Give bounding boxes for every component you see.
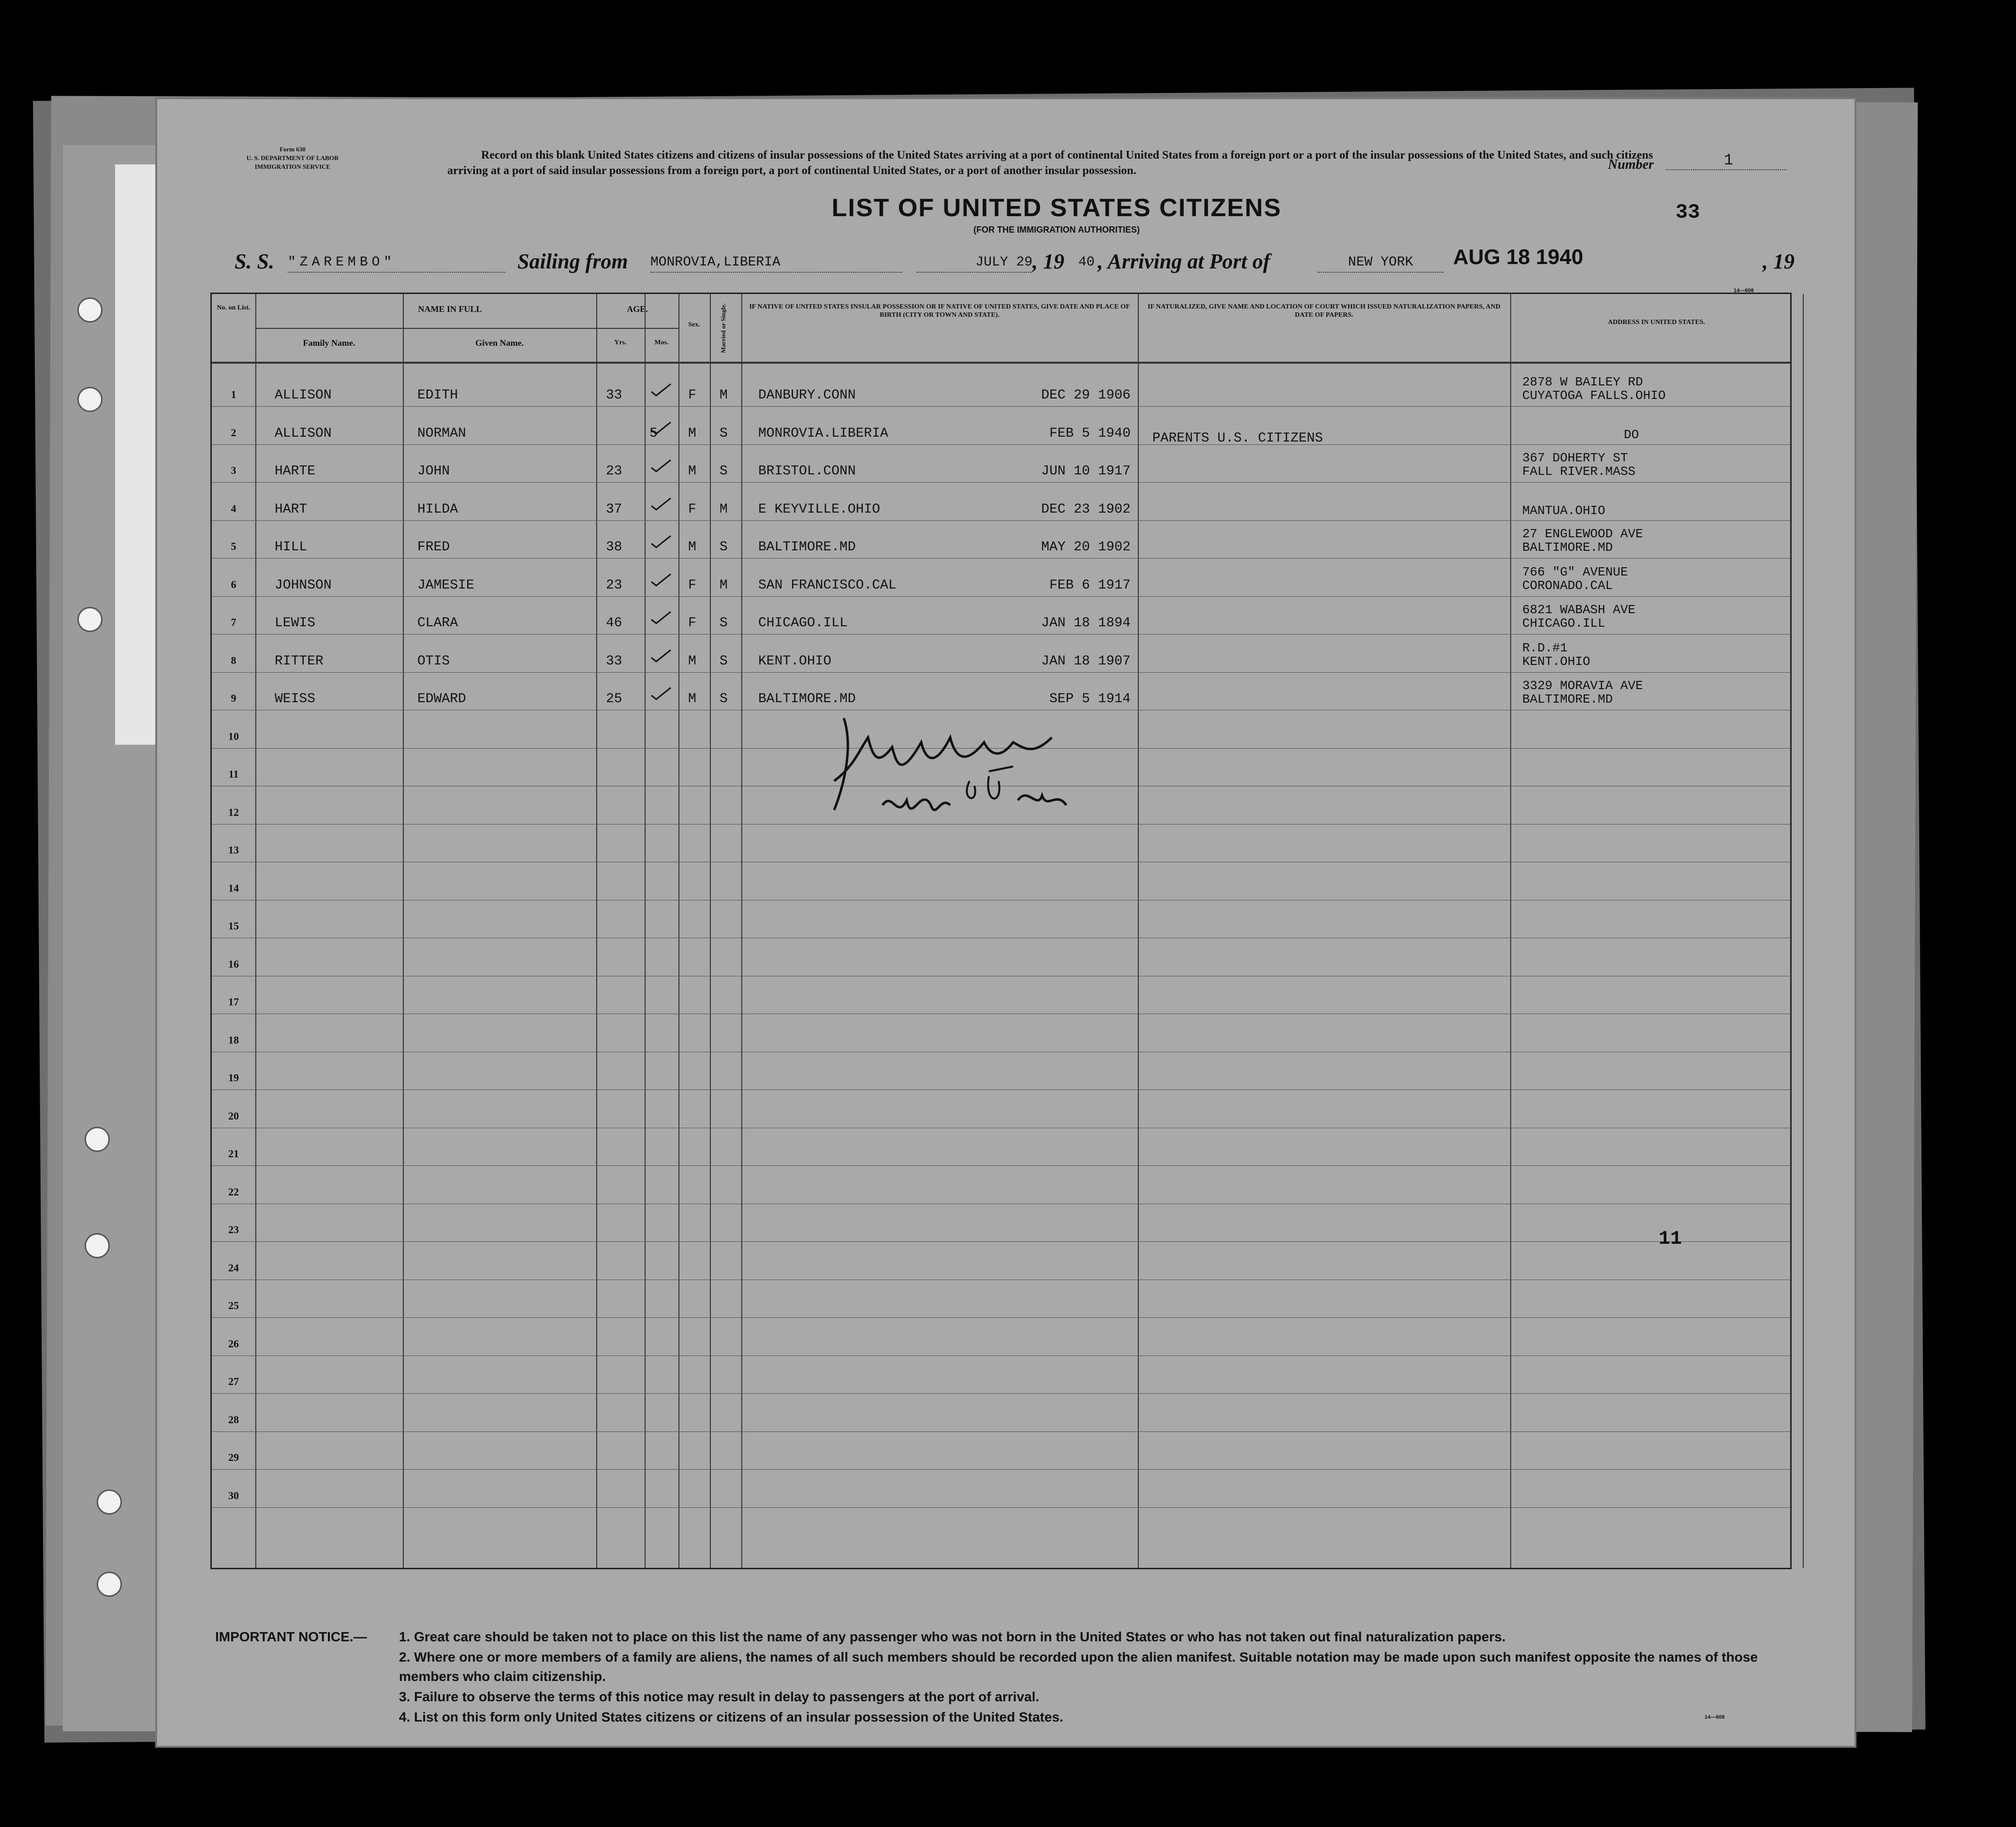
row-number: 5 [231, 540, 236, 552]
sailing-from: MONROVIA,LIBERIA [650, 255, 902, 273]
header-mos: Mos. [654, 339, 669, 346]
row-number: 23 [228, 1223, 239, 1236]
form-number: Form 630 [280, 146, 306, 153]
row-number: 16 [228, 958, 239, 970]
birth-date: FEB 5 1940 [1049, 426, 1131, 441]
given-name: JOHN [417, 464, 450, 479]
header-sex: Sex. [688, 321, 700, 328]
record-instructions: Record on this blank United States citizens and citizens of insular possessions of the United States arriving at a port of continental United States from a foreign port or a port of the insular possessions of the United States, and such citizens arriving at a port of said insular possessions from a foreign port, a port of continental United States, or a port of another insular possession. [447, 149, 1653, 177]
birth-date: SEP 5 1914 [1049, 692, 1131, 707]
address-line-2: CUYATOGA FALLS.OHIO [1522, 388, 1666, 403]
sex: F [688, 501, 696, 517]
year-end: , 19 [1763, 250, 1795, 273]
age-years: 23 [606, 577, 622, 593]
address-line-1: 2878 W BAILEY RD [1522, 375, 1643, 389]
year-suffix: 40 [1078, 255, 1095, 270]
ship-name: "ZAREMBO" [288, 255, 505, 273]
row-number: 30 [228, 1489, 239, 1502]
form-identifier [215, 145, 370, 171]
birth-place: CHICAGO.ILL [758, 616, 848, 631]
naturalization-info: PARENTS U.S. CITIZENS [1152, 430, 1323, 446]
ss-label: S. S. [235, 250, 274, 273]
check-mark-icon [649, 534, 672, 548]
row-number: 6 [231, 578, 236, 590]
row-number: 9 [231, 692, 236, 704]
given-name: EDWARD [417, 692, 466, 707]
header-name-in-full: NAME IN FULL [418, 304, 482, 314]
header-address: ADDRESS IN UNITED STATES. [1608, 319, 1705, 326]
punch-hole [85, 1233, 110, 1258]
header-age: AGE. [627, 304, 648, 314]
age-years: 33 [606, 388, 622, 403]
birth-date: DEC 29 1906 [1041, 388, 1131, 403]
marital-status: M [720, 577, 728, 593]
address-line-1: 367 DOHERTY ST [1522, 451, 1628, 465]
header-married-single: Married or Single. [720, 303, 727, 353]
address-line-1: 766 "G" AVENUE [1522, 564, 1628, 579]
given-name: OTIS [417, 653, 450, 669]
check-mark-icon [649, 572, 672, 587]
family-name: HART [275, 501, 308, 517]
address-line-1: R.D.#1 [1522, 640, 1568, 655]
family-name: WEISS [275, 692, 316, 707]
family-name: LEWIS [275, 616, 316, 631]
notice-item-3: 3. Failure to observe the terms of this notice may result in delay to passengers at the port of arrival. [399, 1689, 1040, 1704]
family-name: ALLISON [275, 426, 332, 441]
birth-date: DEC 23 1902 [1041, 501, 1131, 517]
row-number: 21 [228, 1148, 239, 1160]
age-years: 46 [606, 616, 622, 631]
row-number: 8 [231, 654, 236, 666]
row-number: 11 [228, 768, 239, 780]
number-value: 1 [1666, 151, 1787, 170]
address-line-2: KENT.OHIO [1522, 654, 1590, 669]
birth-place: KENT.OHIO [758, 653, 832, 669]
inspector-signature [824, 708, 1076, 839]
marital-status: S [720, 692, 728, 707]
address-line-2: FALL RIVER.MASS [1522, 464, 1636, 479]
birth-date: JAN 18 1894 [1041, 616, 1131, 631]
birth-date: MAY 20 1902 [1041, 540, 1131, 555]
address-line-1: 6821 WABASH AVE [1522, 603, 1636, 617]
notice-item-2: 2. Where one or more members of a family are aliens, the names of all such members should be recorded upon the alien manifest. Suitable notation may be made upon such manifest opposite the names of those members who claim citizenship. [399, 1650, 1758, 1684]
given-name: NORMAN [417, 426, 466, 441]
row-number: 29 [228, 1451, 239, 1463]
birth-place: BALTIMORE.MD [758, 692, 856, 707]
address-line-1: DO [1624, 427, 1639, 442]
family-name: JOHNSON [275, 577, 332, 593]
row-number: 27 [228, 1375, 239, 1387]
sex: F [688, 616, 696, 631]
print-code: 14—608 [1734, 288, 1754, 294]
address-line-2: BALTIMORE.MD [1522, 540, 1613, 555]
marital-status: S [720, 540, 728, 555]
header-family-name: Family Name. [303, 338, 355, 348]
sex: F [688, 388, 696, 403]
row-number: 15 [228, 920, 239, 932]
age-years: 33 [606, 653, 622, 669]
marital-status: S [720, 653, 728, 669]
row-number: 25 [228, 1299, 239, 1311]
notice-item-4: 4. List on this form only United States citizens or citizens of an insular possession of the United States. [399, 1709, 1063, 1724]
sex: M [688, 540, 696, 555]
row-number: 20 [228, 1109, 239, 1122]
header-no: No. on List. [217, 304, 250, 311]
punch-hole [77, 607, 103, 632]
header-yrs: Yrs. [614, 339, 627, 346]
address-line-1: 27 ENGLEWOOD AVE [1522, 527, 1643, 541]
sex: M [688, 464, 696, 479]
marital-status: M [720, 501, 728, 517]
notice-heading: IMPORTANT NOTICE.— [215, 1629, 367, 1644]
sex: M [688, 692, 696, 707]
marital-status: S [720, 464, 728, 479]
address-line-2: BALTIMORE.MD [1522, 692, 1613, 707]
arrival-port: NEW YORK [1318, 255, 1443, 273]
passenger-table [210, 293, 1792, 1569]
given-name: CLARA [417, 616, 458, 631]
print-code-bottom: 14—608 [1705, 1714, 1725, 1720]
row-number: 19 [228, 1072, 239, 1084]
birth-place: DANBURY.CONN [758, 388, 856, 403]
given-name: JAMESIE [417, 577, 474, 593]
punch-hole [97, 1489, 122, 1515]
address-line-2: CHICAGO.ILL [1522, 616, 1605, 631]
row-number: 12 [228, 806, 239, 818]
marital-status: M [720, 388, 728, 403]
row-number: 26 [228, 1337, 239, 1350]
punch-hole [85, 1127, 110, 1152]
row-number: 28 [228, 1413, 239, 1426]
birth-place: SAN FRANCISCO.CAL [758, 577, 897, 593]
row-number: 2 [231, 426, 236, 439]
birth-place: E KEYVILLE.OHIO [758, 501, 881, 517]
address-line-2: CORONADO.CAL [1522, 578, 1613, 593]
address-line-1: MANTUA.OHIO [1522, 503, 1605, 518]
number-label: Number [1608, 157, 1654, 172]
header-given-name: Given Name. [475, 338, 524, 348]
check-mark-icon [649, 420, 672, 435]
age-months: 5 [649, 426, 658, 441]
birth-place: BALTIMORE.MD [758, 540, 856, 555]
year-prefix: , 19 [1032, 250, 1064, 273]
sailing-label: Sailing from [517, 250, 628, 273]
page-number: 33 [1676, 201, 1700, 224]
marital-status: S [720, 616, 728, 631]
birth-place: MONROVIA.LIBERIA [758, 426, 888, 441]
sex: F [688, 577, 696, 593]
sex: M [688, 653, 696, 669]
row-number: 17 [228, 996, 239, 1008]
birth-date: FEB 6 1917 [1049, 577, 1131, 593]
page-subtitle: (FOR THE IMMIGRATION AUTHORITIES) [973, 225, 1140, 235]
birth-place: BRISTOL.CONN [758, 464, 856, 479]
check-mark-icon [649, 458, 672, 472]
punch-hole [77, 297, 103, 323]
check-mark-icon [649, 648, 672, 663]
check-mark-icon [649, 496, 672, 511]
age-years: 37 [606, 501, 622, 517]
birth-date: JAN 18 1907 [1041, 653, 1131, 669]
header-naturalized: IF NATURALIZED, GIVE NAME AND LOCATION OF COURT WHICH ISSUED NATURALIZATION PAPERS, AND DATE OF PAPERS. [1148, 303, 1501, 319]
row-number: 13 [228, 844, 239, 856]
arriving-label: , Arriving at Port of [1098, 250, 1270, 273]
family-name: HARTE [275, 464, 316, 479]
sailing-date: JULY 29 [916, 255, 1032, 273]
family-name: ALLISON [275, 388, 332, 403]
row-number: 7 [231, 616, 236, 628]
header-birth: IF NATIVE OF UNITED STATES INSULAR POSSESSION OR IF NATIVE OF UNITED STATES, GIVE DATE AND PLACE OF BIRTH (CITY OR TOWN AND STATE). [749, 303, 1130, 319]
age-years: 25 [606, 692, 622, 707]
row-number: 18 [228, 1033, 239, 1046]
row-number: 10 [228, 730, 239, 742]
punch-hole [97, 1572, 122, 1597]
given-name: FRED [417, 540, 450, 555]
family-name: RITTER [275, 653, 324, 669]
sex: M [688, 426, 696, 441]
notice-item-1: 1. Great care should be taken not to place on this list the name of any passenger who was not born in the United States or who has not taken out final naturalization papers. [399, 1629, 1506, 1644]
row-number: 4 [231, 502, 236, 515]
age-years: 38 [606, 540, 622, 555]
tally-count: 11 [1659, 1228, 1682, 1250]
age-years: 23 [606, 464, 622, 479]
family-name: HILL [275, 540, 308, 555]
check-mark-icon [649, 610, 672, 624]
row-number: 3 [231, 464, 236, 476]
page-title: LIST OF UNITED STATES CITIZENS [831, 194, 1282, 222]
voyage-line [235, 245, 1811, 283]
check-mark-icon [649, 382, 672, 397]
marital-status: S [720, 426, 728, 441]
side-tab [115, 164, 159, 745]
arrival-date-stamp: AUG 18 1940 [1453, 245, 1584, 269]
department: U. S. DEPARTMENT OF LABOR [246, 154, 339, 162]
row-number: 24 [228, 1261, 239, 1274]
row-number: 22 [228, 1185, 239, 1198]
address-line-1: 3329 MORAVIA AVE [1522, 678, 1643, 693]
check-mark-icon [649, 686, 672, 700]
punch-hole [77, 387, 103, 412]
row-number: 1 [231, 388, 236, 400]
birth-date: JUN 10 1917 [1041, 464, 1131, 479]
service: IMMIGRATION SERVICE [254, 163, 331, 170]
given-name: HILDA [417, 501, 458, 517]
given-name: EDITH [417, 388, 458, 403]
citizens-list-form [157, 99, 1854, 1746]
row-number: 14 [228, 882, 239, 894]
